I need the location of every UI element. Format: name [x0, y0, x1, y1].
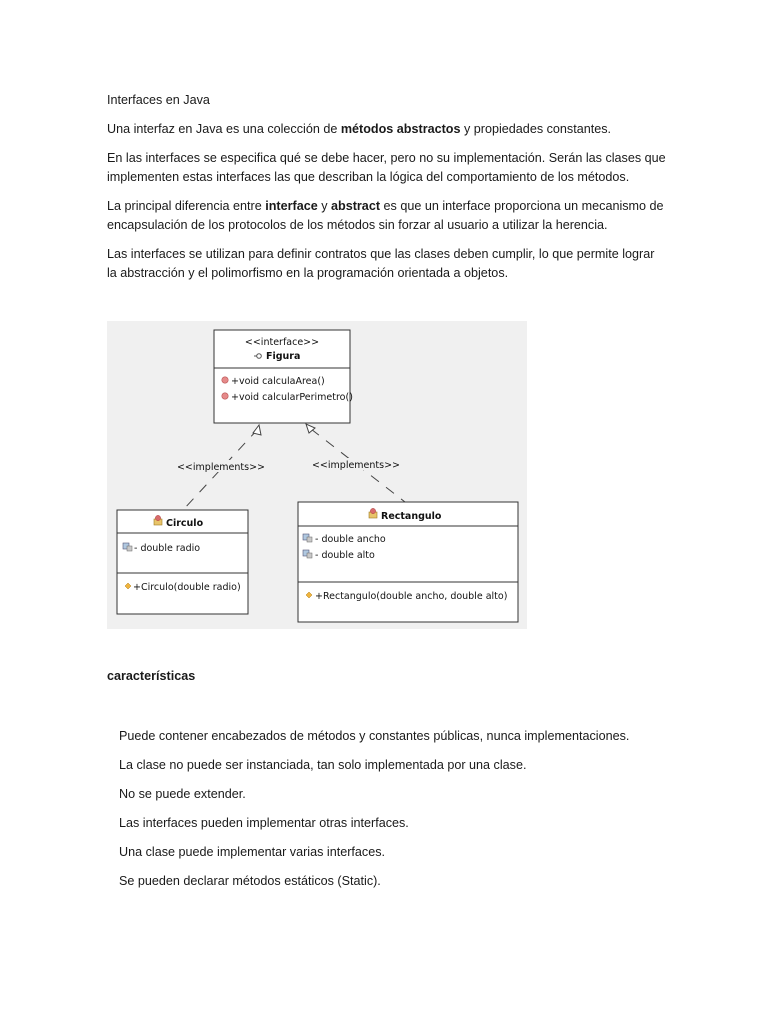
- text-run: La principal diferencia entre: [107, 199, 266, 213]
- interface-method: +void calculaArea(): [231, 376, 325, 387]
- text-run: y propiedades constantes.: [460, 122, 612, 136]
- public-method-icon: [222, 393, 228, 399]
- list-item: No se puede extender.: [119, 787, 246, 801]
- features-heading: características: [107, 669, 196, 683]
- interface-name: Figura: [266, 351, 301, 362]
- interface-method: +void calcularPerimetro(): [231, 392, 353, 403]
- class-rectangulo-box: [298, 502, 518, 622]
- bold-text: abstract: [331, 199, 381, 213]
- list-item: Puede contener encabezados de métodos y constantes públicas, nunca implementaciones.: [119, 729, 630, 743]
- bold-text: interface: [265, 199, 318, 213]
- interface-stereotype: <<interface>>: [244, 337, 320, 348]
- class-method: +Circulo(double radio): [133, 582, 241, 593]
- class-attribute: - double ancho: [315, 534, 386, 545]
- class-name-rectangulo: Rectangulo: [381, 511, 442, 522]
- paragraph-specification: En las interfaces se especifica qué se debe hacer, pero no su implementación. Serán las clases que implementen estas interfaces las que describan la lógica del comportamiento de los métodos.: [107, 151, 666, 184]
- text-run: y: [317, 199, 332, 213]
- public-method-icon: [222, 377, 228, 383]
- class-attribute: - double radio: [134, 543, 201, 554]
- features-list: [119, 727, 629, 901]
- list-item: Las interfaces pueden implementar otras interfaces.: [119, 816, 409, 830]
- bold-text: métodos abstractos: [340, 122, 461, 136]
- implements-label-left: <<implements>>: [176, 462, 266, 473]
- class-name-circulo: Circulo: [166, 518, 204, 529]
- document-title: Interfaces en Java: [107, 93, 210, 107]
- list-item: La clase no puede ser instanciada, tan solo implementada por una clase.: [119, 758, 527, 772]
- class-method: +Rectangulo(double ancho, double alto): [315, 591, 508, 602]
- class-circulo-box: [117, 510, 248, 614]
- implements-label-right: <<implements>>: [311, 460, 401, 471]
- text-run: Una interfaz en Java es una colección de: [107, 122, 341, 136]
- uml-class-diagram: [107, 321, 527, 629]
- class-attribute: - double alto: [315, 550, 375, 561]
- paragraph-contracts: Las interfaces se utilizan para definir contratos que las clases deben cumplir, lo que permite lograr la abstracción y el polimorfismo en la programación orientada a objetos.: [107, 247, 655, 280]
- list-item: Se pueden declarar métodos estáticos (Static).: [119, 874, 381, 888]
- interface-figura-box: [214, 330, 353, 423]
- paragraph-definition: [107, 120, 667, 139]
- list-item: Una clase puede implementar varias interfaces.: [119, 845, 385, 859]
- text-run: es que un interface proporciona un mecanismo de encapsulación de los protocolos de los métodos sin forzar al usuario a utilizar la herencia.: [107, 199, 664, 232]
- paragraph-difference: [107, 197, 667, 234]
